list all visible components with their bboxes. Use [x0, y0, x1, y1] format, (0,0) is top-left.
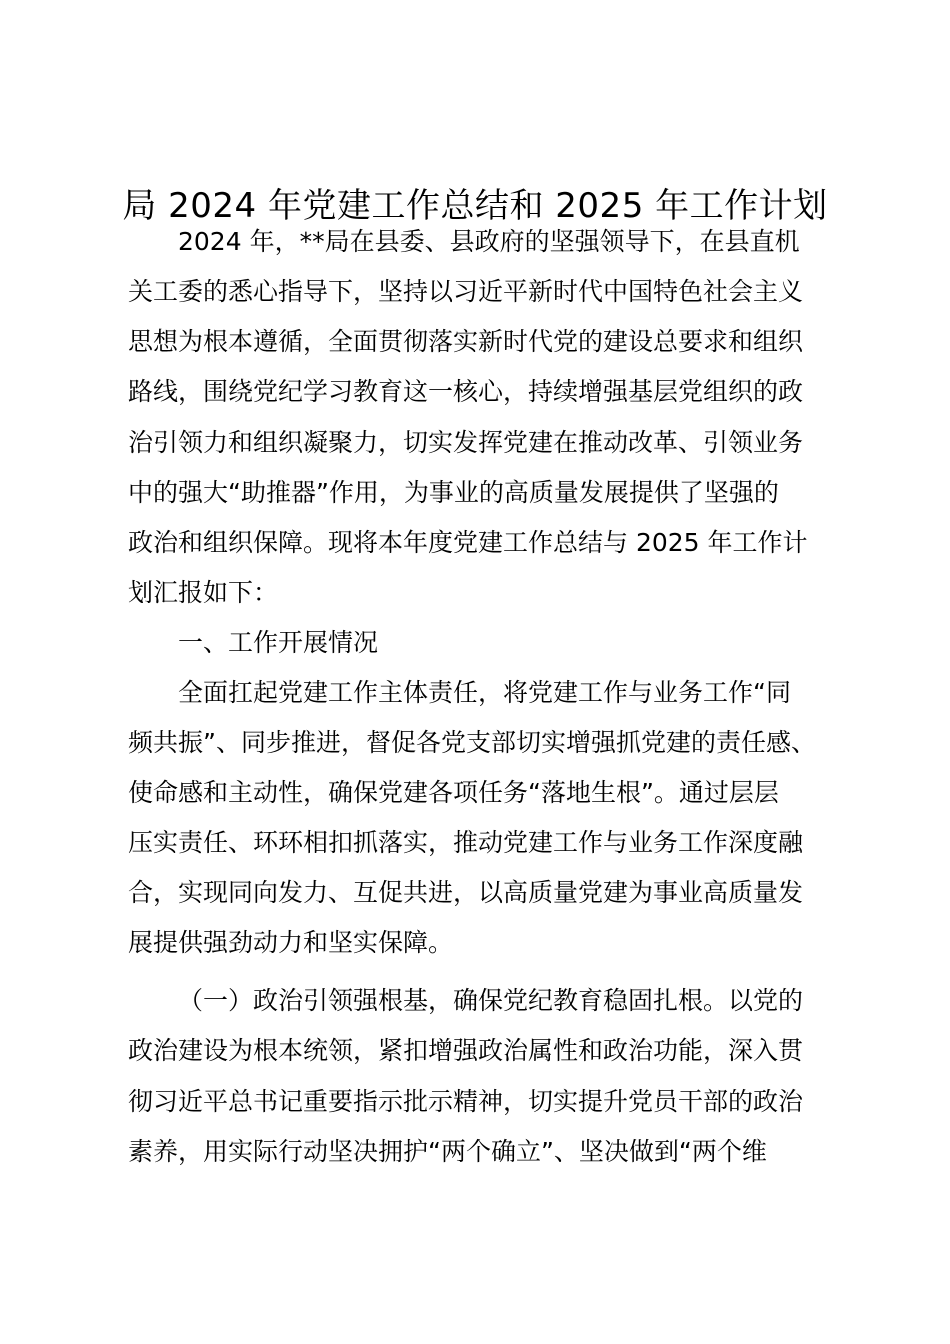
paragraph-line: 治引领力和组织凝聚力，切实发挥党建在推动改革、引领业务	[128, 428, 804, 457]
paragraph-line: 素养，用实际行动坚决拥护“两个确立”、坚决做到“两个维	[128, 1137, 767, 1166]
paragraph-line: 2024 年，**局在县委、县政府的坚强领导下，在县直机	[178, 227, 800, 256]
paragraph-line: 中的强大“助推器”作用，为事业的高质量发展提供了坚强的	[128, 478, 779, 507]
subsection-line: （一）政治引领强根基，确保党纪教育稳固扎根。以党的	[178, 986, 804, 1015]
paragraph-line: 思想为根本遵循，全面贯彻落实新时代党的建设总要求和组织	[128, 327, 804, 356]
document-title: 局 2024 年党建工作总结和 2025 年工作计划	[122, 186, 828, 226]
paragraph-line: 路线，围绕党纪学习教育这一核心，持续增强基层党组织的政	[128, 377, 804, 406]
paragraph-line: 政治建设为根本统领，紧扣增强政治属性和政治功能，深入贯	[128, 1036, 804, 1065]
paragraph-line: 划汇报如下：	[128, 578, 279, 607]
section-heading: 一、工作开展情况	[178, 628, 379, 657]
paragraph-line: 政治和组织保障。现将本年度党建工作总结与 2025 年工作计	[128, 528, 808, 557]
paragraph-line: 展提供强劲动力和坚实保障。	[128, 928, 454, 957]
paragraph-line: 频共振”、同步推进，督促各党支部切实增强抓党建的责任感、	[128, 728, 816, 757]
paragraph-line: 全面扛起党建工作主体责任，将党建工作与业务工作“同	[178, 678, 791, 707]
paragraph-line: 压实责任、环环相扣抓落实，推动党建工作与业务工作深度融	[128, 828, 804, 857]
paragraph-line: 彻习近平总书记重要指示批示精神，切实提升党员干部的政治	[128, 1087, 804, 1116]
paragraph-line: 合，实现同向发力、互促共进，以高质量党建为事业高质量发	[128, 878, 804, 907]
paragraph-line: 使命感和主动性，确保党建各项任务“落地生根”。通过层层	[128, 778, 779, 807]
paragraph-line: 关工委的悉心指导下，坚持以习近平新时代中国特色社会主义	[128, 277, 804, 306]
